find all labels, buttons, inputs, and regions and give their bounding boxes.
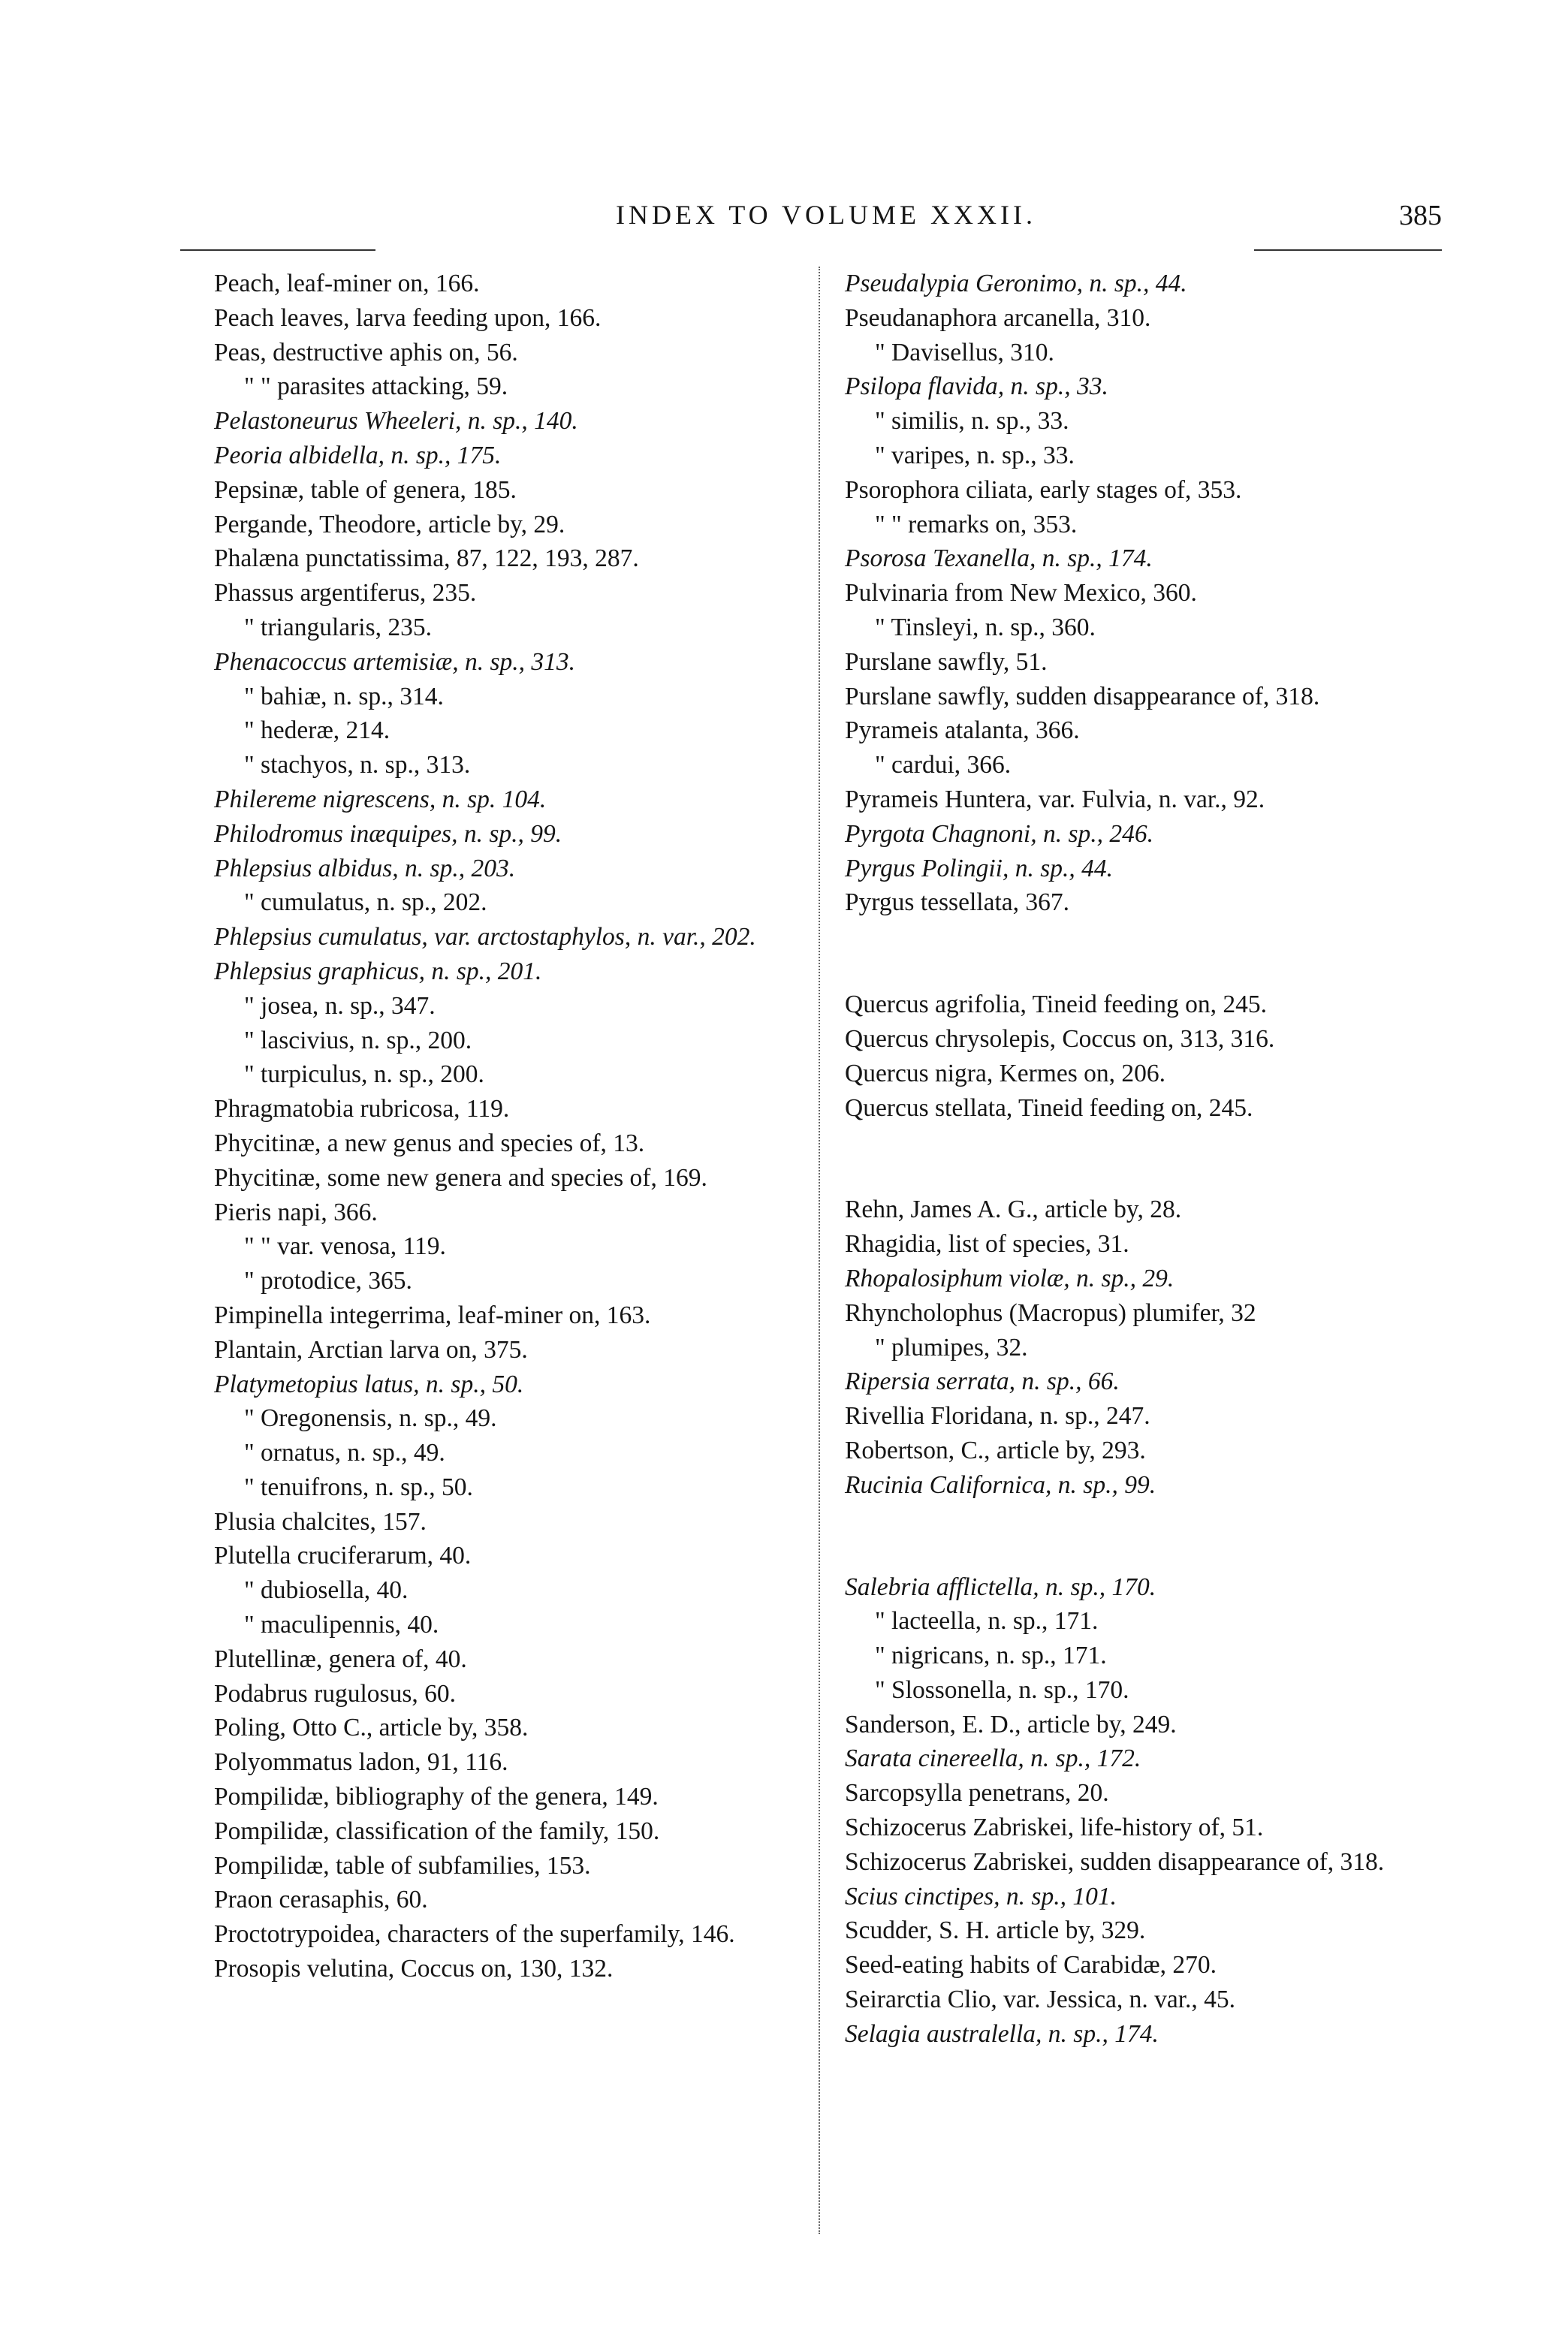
index-entry: Sarata cinereella, n. sp., 172. <box>845 1745 1141 1773</box>
left-column <box>214 267 822 1986</box>
index-entry: Philodromus inæquipes, n. sp., 99. <box>214 819 562 848</box>
index-entry: Salebria afflictella, n. sp., 170. <box>845 1573 1156 1601</box>
index-entry: " cumulatus, n. sp., 202. <box>244 888 487 917</box>
index-entry: Pseudanaphora arcanella, 310. <box>845 303 1151 332</box>
index-entry: Peoria albidella, n. sp., 175. <box>214 441 502 469</box>
index-entry: Rhopalosiphum violæ, n. sp., 29. <box>845 1264 1174 1292</box>
column-divider <box>819 267 820 2234</box>
index-entry: Pompilidæ, bibliography of the genera, 149. <box>214 1783 659 1811</box>
page-number: 385 <box>1399 200 1442 231</box>
index-entry: " dubiosella, 40. <box>244 1576 409 1605</box>
index-entry: Peas, destructive aphis on, 56. <box>214 338 518 366</box>
index-entry: Proctotrypoidea, characters of the superfamily, 146. <box>214 1920 735 1949</box>
index-entry: Phenacoccus artemisiæ, n. sp., 313. <box>214 647 576 676</box>
index-entry: Pompilidæ, table of subfamilies, 153. <box>214 1851 591 1880</box>
header-rule-left <box>180 249 375 251</box>
index-entry: Plusia chalcites, 157. <box>214 1507 427 1536</box>
index-entry: " varipes, n. sp., 33. <box>875 441 1075 469</box>
index-entry: Rhyncholophus (Macropus) plumifer, 32 <box>845 1298 1256 1327</box>
right-column <box>845 267 1446 2052</box>
index-entry: Rivellia Floridana, n. sp., 247. <box>845 1402 1150 1431</box>
header-rule-right <box>1254 249 1442 251</box>
index-entry: Praon cerasaphis, 60. <box>214 1886 428 1914</box>
index-entry: " " remarks on, 353. <box>875 510 1078 538</box>
index-entry: Scius cinctipes, n. sp., 101. <box>845 1882 1117 1910</box>
index-entry: Peach leaves, larva feeding upon, 166. <box>214 303 602 332</box>
index-entry: Phragmatobia rubricosa, 119. <box>214 1095 510 1123</box>
index-entry: Poling, Otto C., article by, 358. <box>214 1714 529 1742</box>
index-entry: " triangularis, 235. <box>244 613 432 641</box>
index-entry: Robertson, C., article by, 293. <box>845 1436 1146 1464</box>
index-entry: " tenuifrons, n. sp., 50. <box>244 1473 473 1501</box>
index-entry: Selagia australella, n. sp., 174. <box>845 2019 1159 2048</box>
index-entry: Psorosa Texanella, n. sp., 174. <box>845 544 1153 573</box>
index-entry: " josea, n. sp., 347. <box>244 991 436 1020</box>
index-entry: Pergande, Theodore, article by, 29. <box>214 510 565 538</box>
index-entry: Rhagidia, list of species, 31. <box>845 1230 1129 1259</box>
index-entry: " turpiculus, n. sp., 200. <box>244 1060 484 1089</box>
index-entry: Pulvinaria from New Mexico, 360. <box>845 579 1197 608</box>
index-entry: " Davisellus, 310. <box>875 338 1054 366</box>
index-entry: " maculipennis, 40. <box>244 1611 439 1639</box>
index-entry: " Oregonensis, n. sp., 49. <box>244 1404 497 1433</box>
index-entry: Sanderson, E. D., article by, 249. <box>845 1710 1177 1738</box>
index-entry: " Slossonella, n. sp., 170. <box>875 1675 1129 1704</box>
index-entry: Psilopa flavida, n. sp., 33. <box>845 372 1108 401</box>
index-entry: Purslane sawfly, 51. <box>845 647 1048 676</box>
index-entry: Plantain, Arctian larva on, 375. <box>214 1335 528 1364</box>
index-entry: " lascivius, n. sp., 200. <box>244 1026 472 1054</box>
index-entry: Quercus stellata, Tineid feeding on, 245. <box>845 1093 1253 1122</box>
index-entry: " Tinsleyi, n. sp., 360. <box>875 613 1096 641</box>
index-entry: Pompilidæ, classification of the family, 150. <box>214 1817 660 1845</box>
index-entry: " " var. venosa, 119. <box>244 1232 446 1261</box>
index-entry: Peach, leaf-miner on, 166. <box>214 270 480 297</box>
index-entry: Phalæna punctatissima, 87, 122, 193, 287. <box>214 544 639 573</box>
page-header <box>210 199 1442 237</box>
index-entry: " " parasites attacking, 59. <box>244 372 508 401</box>
index-entry: Scudder, S. H. article by, 329. <box>845 1916 1146 1945</box>
index-entry: Phassus argentiferus, 235. <box>214 579 477 608</box>
index-entry: " stachyos, n. sp., 313. <box>244 751 471 780</box>
index-entry: Philereme nigrescens, n. sp. 104. <box>214 785 547 813</box>
index-entry: Pyrameis Huntera, var. Fulvia, n. var., 92. <box>845 785 1265 813</box>
index-entry: Pyrgus Polingii, n. sp., 44. <box>845 854 1114 882</box>
index-entry: Platymetopius latus, n. sp., 50. <box>214 1370 524 1398</box>
index-entry: Pseudalypia Geronimo, n. sp., 44. <box>845 270 1187 297</box>
index-entry: Seirarctia Clio, var. Jessica, n. var., 45. <box>845 1986 1236 2014</box>
index-entry: Schizocerus Zabriskei, sudden disappearance of, 318. <box>845 1847 1385 1876</box>
index-entry: Sarcopsylla penetrans, 20. <box>845 1779 1109 1808</box>
index-entry: " nigricans, n. sp., 171. <box>875 1642 1107 1670</box>
index-entry: Pyrgus tessellata, 367. <box>845 888 1069 917</box>
index-entry: Plutellinæ, genera of, 40. <box>214 1645 467 1673</box>
index-entry: Phycitinæ, some new genera and species of, 169. <box>214 1163 707 1192</box>
index-entry: Phlepsius cumulatus, var. arctostaphylos, n. var., 202. <box>214 923 756 951</box>
index-entry: Plutella cruciferarum, 40. <box>214 1542 472 1570</box>
index-entry: Psorophora ciliata, early stages of, 353. <box>845 475 1242 504</box>
index-entry: " similis, n. sp., 33. <box>875 407 1069 436</box>
index-entry: " protodice, 365. <box>244 1267 412 1295</box>
index-entry: Podabrus rugulosus, 60. <box>214 1679 456 1708</box>
index-entry: " plumipes, 32. <box>875 1333 1028 1362</box>
index-entry: Purslane sawfly, sudden disappearance of, 318. <box>845 682 1320 710</box>
index-entry: Phlepsius albidus, n. sp., 203. <box>214 854 516 882</box>
index-entry: " hederæ, 214. <box>244 716 390 745</box>
index-entry: Schizocerus Zabriskei, life-history of, 51. <box>845 1814 1264 1842</box>
index-entry: Phycitinæ, a new genus and species of, 13. <box>214 1129 645 1157</box>
index-entry: Quercus chrysolepis, Coccus on, 313, 316. <box>845 1024 1275 1053</box>
index-entry: " bahiæ, n. sp., 314. <box>244 682 444 710</box>
index-entry: Quercus nigra, Kermes on, 206. <box>845 1059 1166 1087</box>
index-entry: Pimpinella integerrima, leaf-miner on, 163. <box>214 1301 651 1329</box>
index-entry: " cardui, 366. <box>875 751 1012 780</box>
index-entry: " lacteella, n. sp., 171. <box>875 1607 1099 1636</box>
index-entry: Rucinia Californica, n. sp., 99. <box>845 1470 1156 1499</box>
index-entry: Pyrgota Chagnoni, n. sp., 246. <box>845 819 1153 848</box>
index-entry: Pepsinæ, table of genera, 185. <box>214 475 517 504</box>
index-entry: Pieris napi, 366. <box>214 1198 378 1226</box>
index-entry: " ornatus, n. sp., 49. <box>244 1439 445 1467</box>
index-entry: Polyommatus ladon, 91, 116. <box>214 1748 508 1777</box>
index-entry: Pelastoneurus Wheeleri, n. sp., 140. <box>214 407 578 436</box>
index-entry: Quercus agrifolia, Tineid feeding on, 245. <box>845 991 1267 1019</box>
index-entry: Phlepsius graphicus, n. sp., 201. <box>214 957 542 985</box>
index-entry: Pyrameis atalanta, 366. <box>845 716 1080 745</box>
running-head: INDEX TO VOLUME XXXII. <box>616 200 1036 230</box>
index-entry: Rehn, James A. G., article by, 28. <box>845 1196 1182 1224</box>
index-entry: Ripersia serrata, n. sp., 66. <box>845 1368 1120 1396</box>
index-entry: Seed-eating habits of Carabidæ, 270. <box>845 1951 1217 1980</box>
index-entry: Prosopis velutina, Coccus on, 130, 132. <box>214 1955 614 1983</box>
